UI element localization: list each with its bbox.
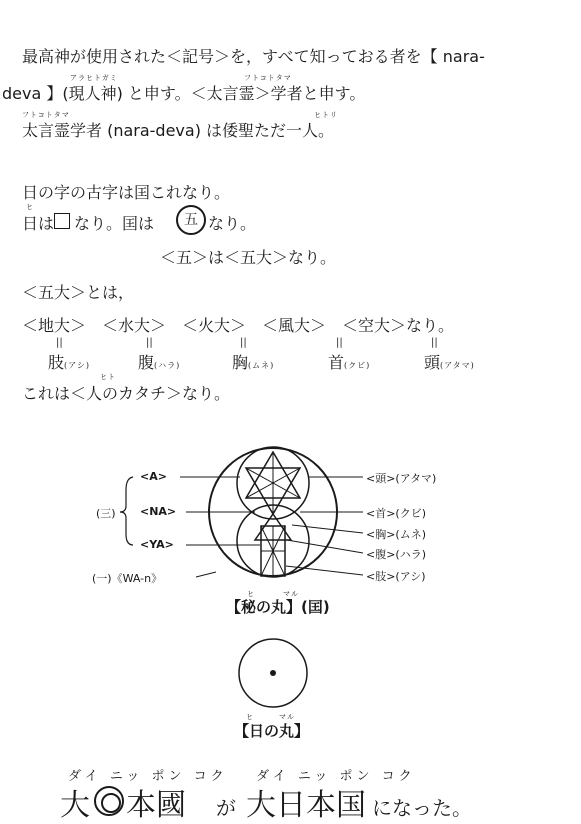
para3-line6: これは＜人のカタチ＞なり。: [22, 384, 231, 403]
para3-line4: ＜五大＞とは，: [22, 283, 135, 302]
label-WAn: (一)《WA-n》: [92, 572, 163, 585]
eq-mark-5: ||: [431, 337, 438, 348]
body-part-kana: (ハラ): [154, 361, 181, 370]
eq-mark-4: ||: [336, 337, 343, 348]
body-part-kanji: 胸: [232, 353, 249, 372]
eq-mark-2: ||: [146, 337, 153, 348]
body-part-kanji: 首: [328, 353, 345, 372]
ruby-hitori: ヒトリ: [314, 111, 338, 119]
caption-himitsu-no-maru: 【秘の丸】(囯): [226, 598, 330, 616]
bottom-dai-left: 大: [60, 788, 90, 823]
bottom-tail: になった。: [372, 796, 472, 820]
body-part-kanji: 頭: [424, 353, 441, 372]
label-chest: <胸>(ムネ): [366, 528, 427, 541]
bottom-emblem-icon: [94, 786, 124, 816]
leader-WAn: [196, 572, 216, 577]
label-neck: <首>(クビ): [366, 507, 427, 520]
label-belly: <腹>(ハラ): [366, 548, 427, 561]
ruby-futokotodama-2: フトコトタマ: [22, 111, 70, 119]
body-part-kana: (クビ): [344, 361, 371, 370]
para1-line1: 最高神が使用された＜記号＞を，すべて知っておる者を【 nara-: [22, 47, 485, 66]
leader-belly: [287, 540, 363, 553]
hinomaru-dot: [270, 670, 276, 676]
para3-line3: ＜五＞は＜五大＞なり。: [160, 248, 337, 267]
caption-hinomaru: 【日の丸】: [234, 722, 310, 740]
ruby-futokotodama-1: フトコトタマ: [244, 74, 292, 82]
ruby-hito: ヒト: [100, 373, 116, 381]
ruby-arahitogami: アラヒトガミ: [70, 74, 118, 82]
body-part-kana: (アタマ): [440, 361, 475, 370]
bottom-honkoku: 本國: [126, 788, 186, 823]
bottom-ruby-left: ダイ ニッ ポン コク: [68, 769, 228, 784]
leader-chest: [292, 525, 363, 533]
bottom-ga: が: [216, 796, 236, 820]
caption2-ruby-hi: ヒ: [246, 713, 254, 721]
body-part-kanji: 腹: [138, 353, 155, 372]
para3-line2-c: なり。: [208, 214, 257, 233]
label-NA: <NA>: [140, 505, 177, 518]
group-brace: [120, 477, 133, 545]
circled-five-text: 五: [184, 212, 198, 228]
label-group-three: (三): [96, 507, 116, 520]
label-limb: <肢>(アシ): [366, 570, 426, 583]
body-part-kana: (ムネ): [248, 361, 275, 370]
caption2-ruby-maru: マル: [279, 713, 295, 721]
label-head: <頭>(アタマ): [366, 472, 437, 485]
bottom-ruby-right: ダイ ニッ ポン コク: [256, 769, 416, 784]
caption1-ruby-hi: ヒ: [247, 590, 255, 598]
para3-line5: ＜地大＞ ＜水大＞ ＜火大＞ ＜風大＞ ＜空大＞なり。: [22, 316, 455, 335]
para1-line2: deva 】(現人神) と申す。＜太言霊＞学者と申す。: [2, 84, 366, 103]
eq-mark-3: ||: [240, 337, 247, 348]
body-part-kanji: 肢: [48, 353, 65, 372]
emblem-inner-ring: [101, 793, 121, 813]
bottom-right-title: 大日本国: [246, 788, 366, 823]
label-A: <A>: [140, 470, 167, 483]
para3-line1: 日の字の古字は囯これなり。: [22, 183, 231, 202]
para3-line2-b: なり。囯は: [74, 214, 155, 233]
ruby-hi: ヒ: [26, 203, 34, 211]
body-part-kana: (アシ): [64, 361, 90, 370]
eq-mark-1: ||: [56, 337, 63, 348]
label-YA: <YA>: [140, 538, 174, 551]
para3-line2-a: 日は: [22, 214, 55, 233]
caption1-ruby-maru: マル: [283, 590, 299, 598]
para2-line: 太言霊学者 (nara-deva) は倭聖ただ一人。: [22, 121, 335, 140]
